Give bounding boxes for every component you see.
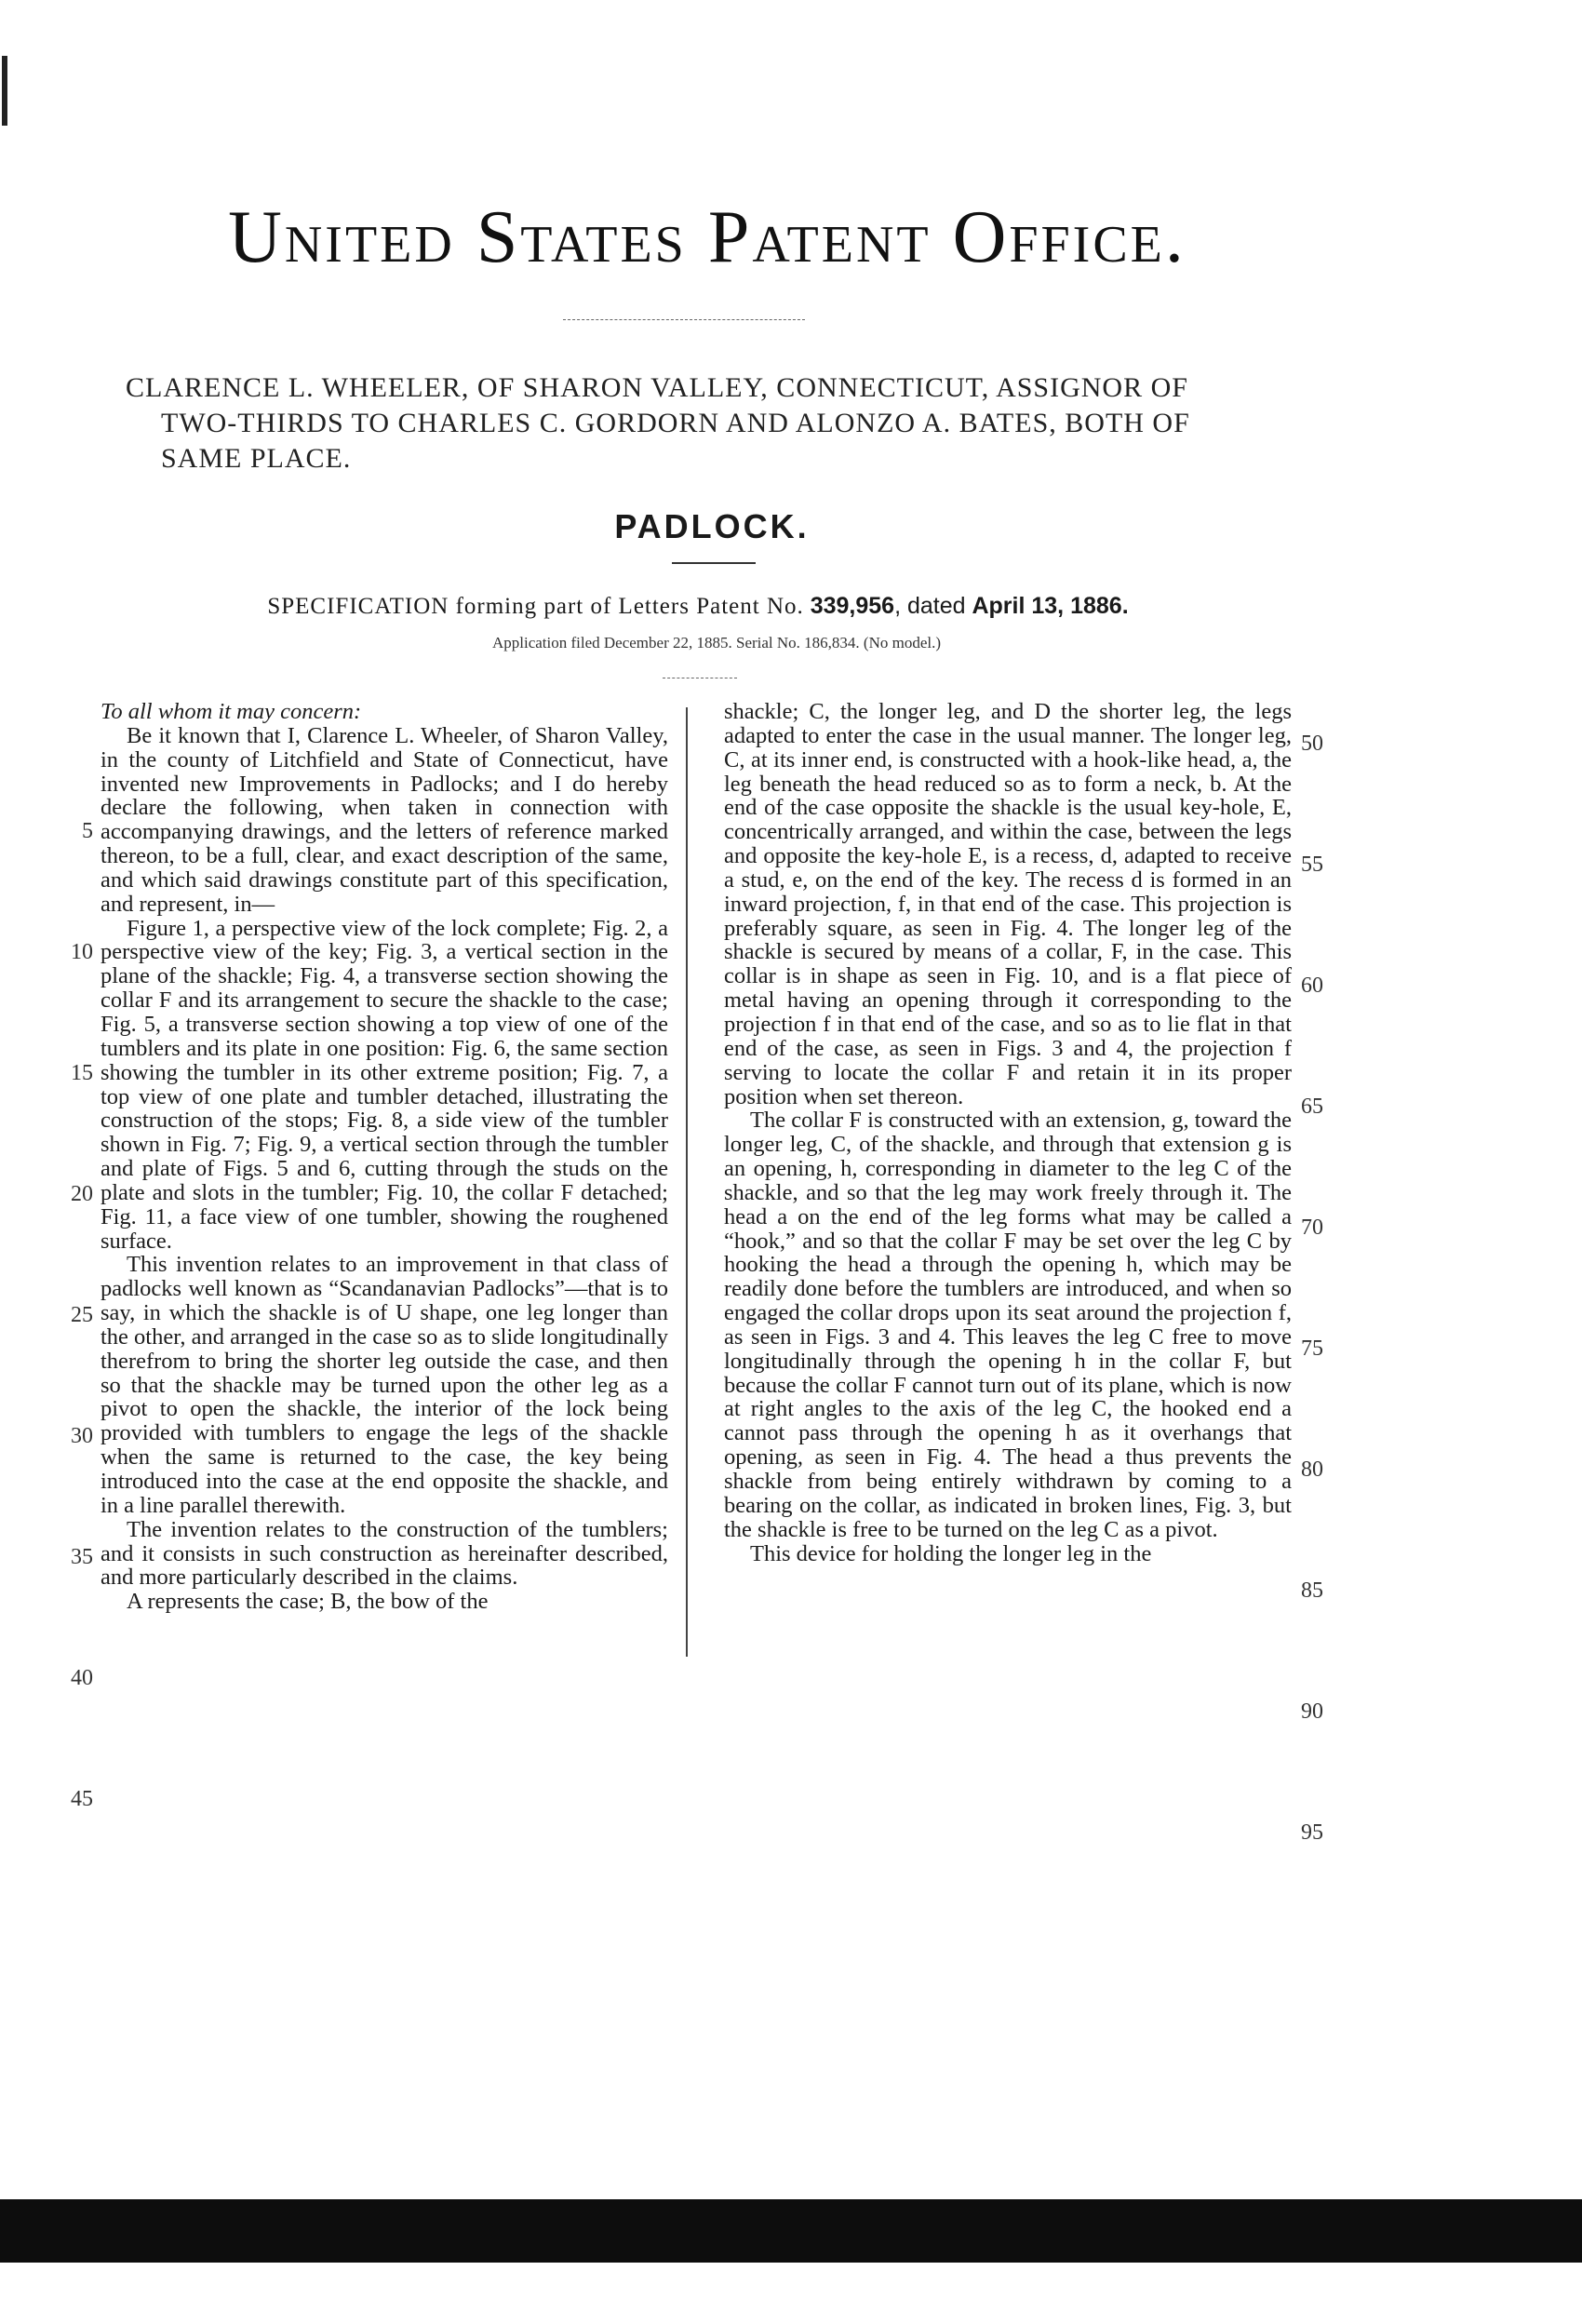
patent-date: April 13, 1886. xyxy=(972,593,1129,619)
column-divider xyxy=(686,707,688,1657)
line-number: 35 xyxy=(71,1545,93,1569)
line-number: 65 xyxy=(1301,1095,1323,1119)
line-number: 40 xyxy=(71,1666,93,1690)
application-line: Application filed December 22, 1885. Serial No. 186,834. (No model.) xyxy=(491,634,942,652)
paragraph: A represents the case; B, the bow of the xyxy=(127,1589,489,1615)
paragraph: The invention relates to the construction of the tumblers; and it consists in such construction as hereinafter described, and more particularly described in the claims. xyxy=(101,1516,668,1591)
line-number: 10 xyxy=(71,940,93,964)
line-number: 55 xyxy=(1301,853,1323,877)
line-number: 15 xyxy=(71,1061,93,1085)
paragraph: This device for holding the longer leg in the xyxy=(750,1540,1152,1566)
line-number: 20 xyxy=(71,1182,93,1206)
inventor-line: SAME PLACE. xyxy=(161,443,352,474)
inventor-line: TWO-THIRDS TO CHARLES C. GORDORN AND ALONZO A. BATES, BOTH OF xyxy=(161,408,1190,438)
paragraph: This invention relates to an improvement in that class of padlocks well known as “Scandanavian Padlocks”—that is to say, in which the shackle is of U shape, one leg longer than the other, and arranged in the case so as to slide longitudinally therefrom to bring the shorter leg outside the case, and then so that the shackle may be turned upon the other leg as a pivot to open the shackle, the interior of the lock being provided with tumblers to engage the legs of the shackle when the same is returned to the case, the key being introduced into the case at the end opposite the shackle, and in a line parallel therewith. xyxy=(101,1252,668,1518)
line-number: 50 xyxy=(1301,732,1323,756)
line-number: 90 xyxy=(1301,1699,1323,1724)
paragraph: Be it known that I, Clarence L. Wheeler, of Sharon Valley, in the county of Litchfield and State of Connecticut, have invented new Improvements in Padlocks; and I do hereby declare the following, when taken in connection with accompanying drawings, and the letters of reference marked thereon, to be a full, clear, and exact description of the same, and which said drawings constitute part of this specification, and represent, in— xyxy=(101,722,668,917)
right-column xyxy=(724,700,1292,1565)
specification-line xyxy=(0,593,1396,620)
office-heading: United States Patent Office. xyxy=(228,196,1186,278)
paragraph: shackle; C, the longer leg, and D the shorter leg, the legs adapted to enter the case in the usual manner. The longer leg, C, at its inner end, is constructed with a hook-like head, a, the leg beneath the head reduced so as to form a neck, b. At the end of the case opposite the shackle is the usual key-hole, E, concentrically arranged, and within the case, between the legs and opposite the key-hole E, is a recess, d, adapted to receive a stud, e, on the end of the key. The recess d is formed in an inward projection, f, in that end of the case. This projection is preferably square, as seen in Fig. 4. The longer leg of the shackle is secured by means of a collar, F, in the case. This collar is in shape as seen in Fig. 10, and is a flat piece of metal having an opening through it corresponding to the projection f in that end of the case, and so as to lie flat in that end of the case, as seen in Figs. 3 and 4, the projection f serving to locate the collar F and retain it in its proper position when set thereon. xyxy=(724,699,1292,1109)
line-number: 5 xyxy=(82,819,93,843)
salutation: To all whom it may concern: xyxy=(101,699,362,724)
line-number: 30 xyxy=(71,1424,93,1448)
spec-dated: , dated xyxy=(894,593,966,619)
line-number: 25 xyxy=(71,1303,93,1327)
line-number: 75 xyxy=(1301,1337,1323,1361)
scan-bottom-bar xyxy=(0,2199,1582,2263)
inventor-line: CLARENCE L. WHEELER, OF SHARON VALLEY, CONNECTICUT, ASSIGNOR OF xyxy=(126,372,1188,403)
paragraph: The collar F is constructed with an extension, g, toward the longer leg, C, of the shackle, and through that extension g is an opening, h, corresponding in diameter to the leg C of the shackle, and so that the leg may work freely through it. The head a on the end of the leg forms what may be called a “hook,” and so that the collar F may be set over the leg C by hooking the head a through the opening h, which may be readily done before the tumblers are introduced, and when so engaged the collar drops upon its seat around the projection f, as seen in Figs. 3 and 4. This leaves the leg C free to move longitudinally through the opening h in the collar F, but because the collar F cannot turn out of its plane, which is now at right angles to the axis of the leg C, the hooked end a cannot pass through the opening h as it overhangs that opening, as seen in Fig. 4. The head a thus prevents the shackle from being entirely withdrawn by coming to a bearing on the collar, as indicated in broken lines, Fig. 3, but the shackle is free to be turned on the leg C as a pivot. xyxy=(724,1108,1292,1542)
line-number: 70 xyxy=(1301,1216,1323,1240)
inventor-block xyxy=(126,370,1280,477)
heading-rule xyxy=(563,319,805,320)
scan-edge-mark xyxy=(2,56,7,126)
line-number: 80 xyxy=(1301,1458,1323,1482)
line-number: 45 xyxy=(71,1787,93,1811)
line-number: 60 xyxy=(1301,974,1323,998)
spec-prefix: SPECIFICATION forming part of Letters Patent No. xyxy=(267,594,804,619)
line-number: 95 xyxy=(1301,1820,1323,1845)
patent-number: 339,956 xyxy=(810,593,895,619)
line-number: 85 xyxy=(1301,1578,1323,1603)
invention-title: PADLOCK. xyxy=(614,507,810,545)
title-rule xyxy=(672,562,756,564)
left-column xyxy=(101,700,668,1614)
paragraph: Figure 1, a perspective view of the lock complete; Fig. 2, a perspective view of the key; Fig. 3, a vertical section in the plane of the shackle; Fig. 4, a transverse section showing the collar F and its arrangement to secure the shackle to the case; Fig. 5, a transverse section showing a top view of one of the tumblers and its plate in one position: Fig. 6, the same section showing the tumbler in its other extreme position; Fig. 7, a top view of one plate and tumbler detached, illustrating the construction of the stops; Fig. 8, a side view of the tumbler shown in Fig. 7; Fig. 9, a vertical section through the tumbler and plate of Figs. 5 and 6, cutting through the studs on the plate and slots in the tumbler; Fig. 10, the collar F detached; Fig. 11, a face view of one tumbler, showing the roughened surface. xyxy=(101,915,668,1254)
